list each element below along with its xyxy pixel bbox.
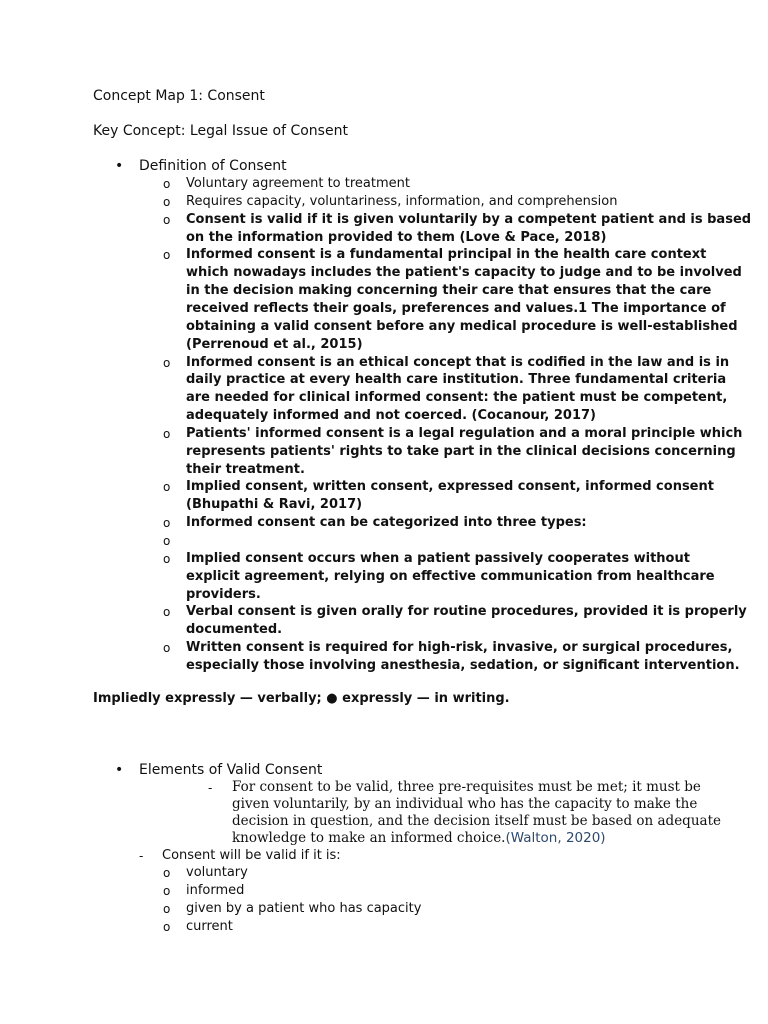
- definition-item-line: in the decision making concerning their care that ensures that the care: [186, 283, 712, 299]
- definition-item-line: Consent is valid if it is given voluntarily by a competent patient and is based: [186, 211, 752, 227]
- definition-item-line: adequately informed and not coerced. (Cocanour, 2017): [186, 408, 596, 424]
- section-heading-elements: Elements of Valid Consent: [139, 762, 323, 778]
- validity-item: given by a patient who has capacity: [186, 901, 422, 916]
- sub-bullet-marker: o: [163, 212, 171, 227]
- sub-bullet-marker: o: [163, 194, 171, 209]
- definition-item-line: Requires capacity, voluntariness, information, and comprehension: [186, 193, 618, 209]
- definition-item-line: on the information provided to them (Love & Pace, 2018): [186, 229, 607, 245]
- definition-item-line: Implied consent, written consent, expressed consent, informed consent: [186, 479, 714, 495]
- definition-item-line: providers.: [186, 586, 261, 602]
- quote-line: For consent to be valid, three pre-requisites must be met; it must be: [232, 779, 701, 795]
- definition-item-line: are needed for clinical informed consent: the patient must be competent,: [186, 390, 728, 406]
- sub-bullet-marker: o: [163, 516, 171, 531]
- definition-item-line: documented.: [186, 622, 283, 638]
- definition-item-line: (Perrenoud et al., 2015): [186, 336, 363, 352]
- definition-item-line: daily practice at every health care institution. Three fundamental criteria: [186, 372, 727, 388]
- sub-bullet-marker: o: [163, 605, 171, 620]
- definition-item-line: Written consent is required for high-risk, invasive, or surgical procedures,: [186, 640, 733, 656]
- definition-item-line: obtaining a valid consent before any medical procedure is well-established: [186, 318, 738, 334]
- definition-item-line: their treatment.: [186, 461, 305, 477]
- definition-item-line: explicit agreement, relying on effective communication from healthcare: [186, 568, 715, 584]
- dash-marker: -: [139, 849, 144, 863]
- definition-item-line: received reflects their goals, preferences and values.1 The importance of: [186, 300, 726, 316]
- quote-line: decision in question, and the decision itself must be based on adequate: [232, 813, 721, 829]
- quote-text: knowledge to make an informed choice.: [232, 830, 506, 846]
- sub-bullet-marker: o: [163, 534, 171, 548]
- sub-bullet-marker: o: [163, 248, 171, 263]
- document-title: Concept Map 1: Consent: [93, 88, 265, 104]
- definition-item-line: Informed consent is a fundamental principal in the health care context: [186, 247, 707, 263]
- definition-item-line: especially those involving anesthesia, sedation, or significant intervention.: [186, 657, 740, 673]
- sub-bullet-marker: o: [163, 480, 171, 495]
- definition-item-line: Verbal consent is given orally for routine procedures, provided it is properly: [186, 604, 747, 620]
- definition-item-line: Informed consent can be categorized into three types:: [186, 515, 587, 531]
- definition-item-line: which nowadays includes the patient's capacity to judge and to be involved: [186, 265, 742, 281]
- definition-item-line: (Bhupathi & Ravi, 2017): [186, 497, 363, 513]
- section-heading-definition: Definition of Consent: [139, 158, 287, 174]
- sub-bullet-marker: o: [163, 551, 171, 566]
- validity-intro: Consent will be valid if it is:: [162, 848, 341, 863]
- sub-bullet-marker: o: [163, 866, 171, 880]
- validity-item: voluntary: [186, 865, 248, 880]
- bullet-marker: •: [115, 158, 124, 174]
- quote-line: given voluntarily, by an individual who has the capacity to make the: [232, 796, 698, 812]
- validity-item: current: [186, 919, 233, 934]
- quote-citation: (Walton, 2020): [505, 830, 606, 846]
- definition-item-line: Implied consent occurs when a patient passively cooperates without: [186, 550, 690, 566]
- quote-line-last: [232, 830, 606, 847]
- dash-marker: -: [208, 781, 213, 795]
- definition-item-line: Informed consent is an ethical concept that is codified in the law and is in: [186, 354, 730, 370]
- sub-bullet-marker: o: [163, 641, 171, 656]
- definition-item-line: Voluntary agreement to treatment: [186, 176, 410, 191]
- definition-item-line: represents patients' rights to take part in the clinical decisions concerning: [186, 443, 736, 459]
- key-concept-heading: Key Concept: Legal Issue of Consent: [93, 123, 348, 139]
- summary-line: Impliedly expressly — verbally; ● expressly — in writing.: [93, 691, 510, 706]
- sub-bullet-marker: o: [163, 426, 171, 441]
- sub-bullet-marker: o: [163, 902, 171, 916]
- sub-bullet-marker: o: [163, 884, 171, 898]
- sub-bullet-marker: o: [163, 355, 171, 370]
- bullet-marker: •: [115, 762, 124, 778]
- definition-item-line: Patients' informed consent is a legal regulation and a moral principle which: [186, 425, 743, 441]
- validity-item: informed: [186, 883, 245, 898]
- sub-bullet-marker: o: [163, 920, 171, 934]
- sub-bullet-marker: o: [163, 177, 171, 191]
